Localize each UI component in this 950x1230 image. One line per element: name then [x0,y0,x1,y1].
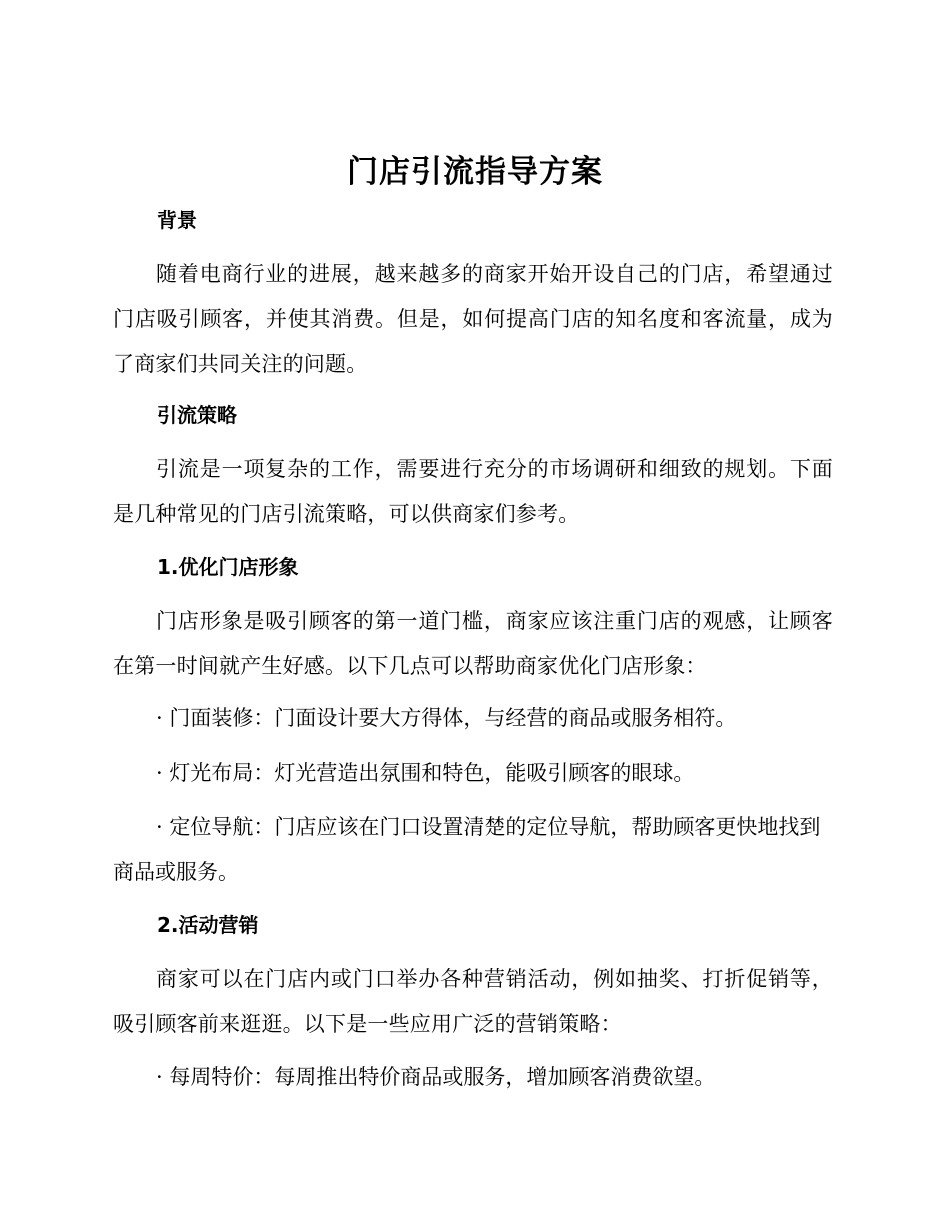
document-title: 门店引流指导方案 [347,154,603,190]
paragraph-strategy: 引流是一项复杂的工作，需要进行充分的市场调研和细致的规划。下面是几种常见的门店引流策略，可以供商家们参考。 [113,457,833,526]
paragraph-marketing: 商家可以在门店内或门口举办各种营销活动，例如抽奖、打折促销等，吸引顾客前来逛逛。以下是一些应用广泛的营销策略： [113,967,833,1036]
section-heading-strategy: 引流策略 [157,403,237,427]
paragraph-store-image: 门店形象是吸引顾客的第一道门槛，商家应该注重门店的观感，让顾客在第一时间就产生好感。以下几点可以帮助商家优化门店形象： [113,609,833,678]
bullet-item: · 定位导航：门店应该在门口设置清楚的定位导航，帮助顾客更快地找到商品或服务。 [113,815,821,884]
section-heading-store-image: 1.优化门店形象 [157,555,299,579]
bullet-item: · 灯光布局：灯光营造出氛围和特色，能吸引顾客的眼球。 [156,761,695,785]
section-heading-background: 背景 [157,208,197,232]
bullet-item: · 门面装修：门面设计要大方得体，与经营的商品或服务相符。 [156,706,737,730]
bullet-item: · 每周特价：每周推出特价商品或服务，增加顾客消费欲望。 [156,1065,716,1089]
section-heading-marketing: 2.活动营销 [157,913,259,937]
paragraph-background: 随着电商行业的进展，越来越多的商家开始开设自己的门店，希望通过门店吸引顾客，并使其消费。但是，如何提高门店的知名度和客流量，成为了商家们共同关注的问题。 [113,262,833,376]
